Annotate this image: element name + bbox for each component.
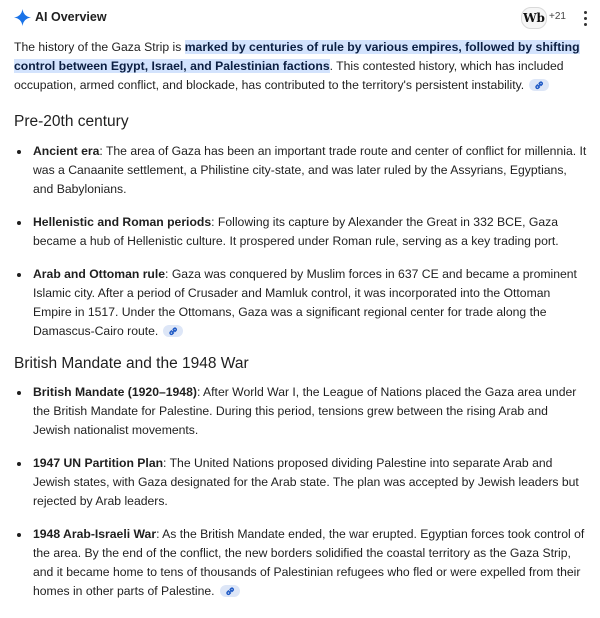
source-logo[interactable]: Wb <box>521 7 547 29</box>
link-icon[interactable] <box>220 585 240 597</box>
item-text: : Following its capture by Alexander the Great in 332 BCE, Gaza became a hub of Hellenistic culture. It prospered under Roman rule, serving as a key trading port. <box>33 215 559 248</box>
list-item <box>31 213 588 251</box>
item-text: : Gaza was conquered by Muslim forces in 637 CE and became a prominent Islamic city. After a period of Crusader and Mamluk control, it was incorporated into the Ottoman Empire in 1517. Under the Ottomans, Gaza was a significant regional center for trade along the Damascus-Cairo route. <box>33 267 577 338</box>
list-item <box>31 142 588 199</box>
list-pre-20th <box>14 142 588 341</box>
more-vert-icon[interactable] <box>578 8 592 28</box>
item-term: 1947 UN Partition Plan <box>33 456 164 470</box>
list-item <box>31 383 588 440</box>
item-text: : The United Nations proposed dividing Palestine into separate Arab and Jewish states, with Gaza designated for the Arab state. The plan was accepted by Jewish leaders but rejected by Arab leaders. <box>33 456 579 508</box>
ai-overview-content <box>14 38 588 615</box>
list-item <box>31 265 588 341</box>
item-term: Arab and Ottoman rule <box>33 267 166 281</box>
item-term: Ancient era <box>33 144 100 158</box>
intro-rest: . This contested history, which has included occupation, armed conflict, and blockade, has contributed to the territory's persistent instability. <box>14 59 564 92</box>
section-heading-british-mandate: British Mandate and the 1948 War <box>14 355 249 372</box>
ai-overview-header <box>14 8 586 28</box>
ai-overview-title: AI Overview <box>35 10 107 24</box>
intro-lead: The history of the Gaza Strip is <box>14 40 185 54</box>
item-text: : As the British Mandate ended, the war erupted. Egyptian forces took control of the area. By the end of the conflict, the new borders solidified the coastal territory as the Gaza Strip, and it became home to tens of thousands of Palestinian refugees who fled or were expelled from their homes in other parts of Palestine. <box>33 527 585 598</box>
item-term: British Mandate (1920–1948) <box>33 385 197 399</box>
ai-sparkle-icon <box>14 9 31 26</box>
intro-highlight: marked by centuries of rule by various empires, followed by shifting control between Egypt, Israel, and Palestinian factions <box>14 40 580 73</box>
list-item <box>31 525 588 601</box>
section-heading-pre-20th: Pre-20th century <box>14 113 129 130</box>
source-count[interactable]: +21 <box>549 11 566 22</box>
item-text: : After World War I, the League of Nations placed the Gaza area under the British Mandate for Palestine. During this period, tensions grew between the rising Arab and Jewish nationalist movements. <box>33 385 577 437</box>
item-text: : The area of Gaza has been an important trade route and center of conflict for millennia. It was a Canaanite settlement, a Philistine city-state, and was later ruled by the Assyrians, Egyptians, and Babylonians. <box>33 144 587 196</box>
item-term: 1948 Arab-Israeli War <box>33 527 157 541</box>
list-item <box>31 454 588 511</box>
intro-paragraph <box>14 38 588 95</box>
link-icon[interactable] <box>529 79 549 91</box>
list-british-mandate <box>14 383 588 601</box>
link-icon[interactable] <box>163 325 183 337</box>
item-term: Hellenistic and Roman periods <box>33 215 212 229</box>
